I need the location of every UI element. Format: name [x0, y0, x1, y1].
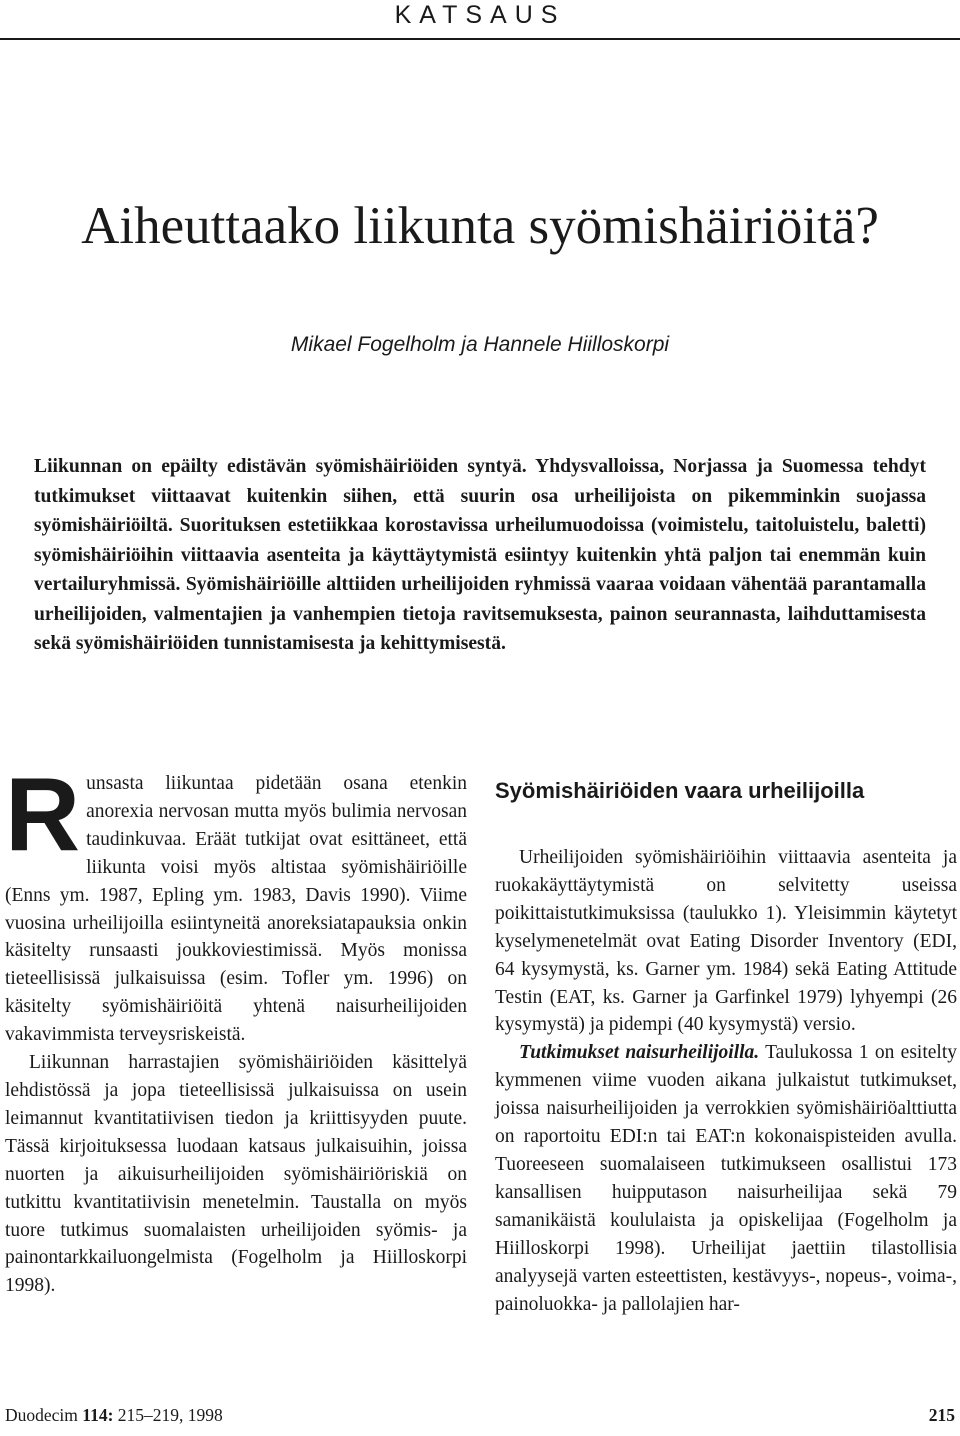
article-authors: Mikael Fogelholm ja Hannele Hiilloskorpi [290, 333, 670, 356]
right-column [495, 770, 957, 1318]
intro-paragraph [5, 757, 467, 1049]
header-rule [0, 38, 960, 40]
journal-name: Duodecim [5, 1405, 78, 1425]
section-heading: Syömishäiriöiden vaara urheilijoilla [495, 778, 865, 803]
left-column [5, 757, 467, 1300]
journal-volume: 114: [82, 1405, 114, 1425]
intro-text: unsasta liikuntaa pidetään osana etenkin anorexia nervosan mutta myös bulimia nervosan taudinkuvaa. Eräät tutkijat ovat esittäneet, että liikunta voisi myös altistaa syömishäiriöille (Enns ym. 1987, Epling ym. 1983, Davis 1990). Viime vuosina urheilijoilla esiintyneitä anoreksiatapauksia onkin käsitelty runsaasti joukkoviestimissä. Myös monissa tieteellisissä julkaisuissa (esim. Tofler ym. 1996) on käsitelty syömishäiriöitä yhtenä naisurheilijoiden vakavimmista terveysriskeistä. [5, 773, 467, 1046]
body-paragraph: Urheilijoiden syömishäiriöihin viittaavia asenteita ja ruokakäyttäytymistä on selvitetty useissa poikittaistutkimuksissa (taulukko 1). Yleisimmin käytetyt kyselymenetelmät ovat Eating Disorder Inventory (EDI, 64 kysymystä, ks. Garner ym. 1984) sekä Eating Attitude Testin (EAT, ks. Garner ja Garfinkel 1979) lyhyempi (26 kysymystä) ja pidempi (40 kysymystä) versio. [495, 847, 957, 1036]
article-abstract: Liikunnan on epäilty edistävän syömishäiriöiden syntyä. Yhdysvalloissa, Norjassa ja Suomessa tehdyt tutkimukset viittaavat kuitenkin siihen, että suurin osa urheilijoista on pikemminkin suojassa syömishäiriöiltä. Suorituksen estetiikkaa korostavissa urheilumuodoissa (voimistelu, taitoluistelu, baletti) syömishäiriöihin viittaavia asenteita ja käyttäytymistä esiintyy kuitenkin yhtä paljon tai enemmän kuin vertailuryhmissä. Syömishäiriöille alttiiden urheilijoiden ryhmissä vaaraa voidaan vähentää parantamalla urheilijoiden, valmentajien ja vanhempien tietoja ravitsemuksesta, painon seurannasta, laihduttamisesta sekä syömishäiriöiden tunnistamisesta ja kehittymisestä. [34, 456, 926, 654]
page-number: 215 [928, 1405, 955, 1425]
journal-citation [5, 1405, 223, 1426]
dropcap: R [5, 757, 81, 873]
article-title: Aiheuttaako liikunta syömishäiriöitä? [81, 197, 879, 255]
body-paragraph [495, 1039, 957, 1318]
body-text: Taulukossa 1 on esitelty kymmenen viime vuoden aikana julkaistut tutkimukset, joissa naisurheilijoiden ja verrokkien syömishäiriöalttiutta on raportoitu EDI:n tai EAT:n kokonaispisteiden avulla. Tuoreeseen suomalaiseen tutkimukseen osallistui 173 kansallisen huipputason naisurheilijaa sekä 79 samanikäistä koululaista ja opiskelijaa (Fogelholm ja Hiilloskorpi 1998). Urheilijat jaettiin tilastollisia analyysejä varten esteettisten, kestävyys-, nopeus-, voima-, painoluokka- ja pallolajien har- [495, 1042, 957, 1315]
journal-pages: 215–219, 1998 [113, 1405, 223, 1425]
body-paragraph: Liikunnan harrastajien syömishäiriöiden käsittelyä lehdistössä ja jopa tieteellisissä julkaisuissa on usein leimannut kvantitatiivisen tiedon ja kriittisyyden puute. Tässä kirjoituksessa luodaan katsaus julkaisuihin, joissa nuorten ja aikuisurheilijoiden syömishäiriöriskiä on tutkittu kvantitatiivisin menetelmin. Taustalla on myös tuore tutkimus suomalaisten urheilijoiden syömis- ja painontarkkailuongelmista (Fogelholm ja Hiilloskorpi 1998). [5, 1052, 467, 1297]
run-in-heading: Tutkimukset naisurheilijoilla. [519, 1042, 760, 1064]
section-label: KATSAUS [394, 1, 566, 29]
